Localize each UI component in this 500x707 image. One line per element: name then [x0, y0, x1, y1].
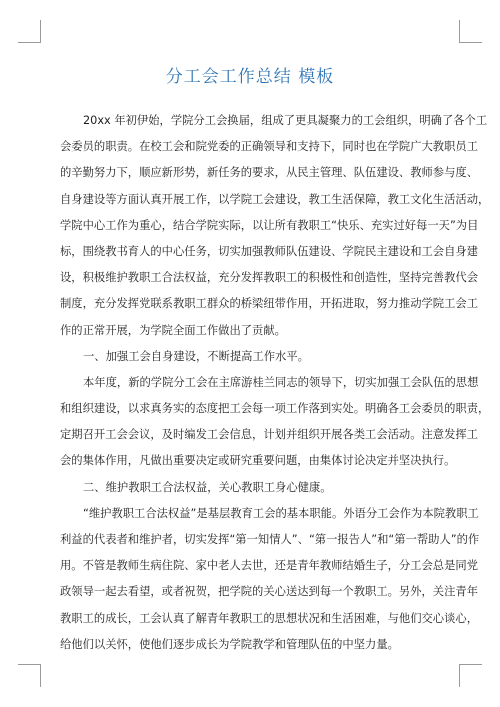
body-line: 给他们以关怀，使他们逐步成长为学院教学和管理队伍的中坚力量。 [60, 637, 399, 651]
body-line: 会的集体作用，凡做出重要决定或研究重要问题，由集体讨论决定并坚决执行。 [60, 454, 456, 468]
section-heading: 一、加强工会自身建设，不断提高工作水平。 [83, 349, 309, 363]
document-title: 分工会工作总结 模板 [165, 67, 335, 87]
section-heading: 二、维护教职工合法权益，关心教职工身心健康。 [83, 480, 332, 494]
crop-mark-top-left [18, 20, 41, 43]
body-line: 定期召开工会会议，及时编发工会信息，计划并组织开展各类工会活动。注意发挥工 [60, 428, 478, 442]
body-line: 用。不管是教师生病住院、家中老人去世，还是青年教师结婚生子，分工会总是同党 [60, 559, 478, 573]
body-line: 的辛勤努力下，顺应新形势，新任务的要求，从民主管理、队伍建设、教师参与度、 [60, 166, 478, 180]
body-line: 政领导一起去看望，或者祝贺，把学院的关心送达到每一个教职工。另外，关注青年 [60, 585, 478, 599]
crop-mark-top-right [459, 20, 482, 43]
crop-mark-bottom-left [18, 664, 41, 687]
body-line: 会委员的职责。在校工会和院党委的正确领导和支持下，同时也在学院广大教职员工 [60, 140, 478, 154]
body-line: 作的正常开展，为学院全面工作做出了贡献。 [60, 323, 286, 337]
body-line: 教职工的成长，工会认真了解青年教职工的思想状况和生活困难，与他们交心谈心， [60, 611, 478, 625]
body-line: 设，积极维护教职工合法权益，充分发挥教职工的积极性和创造性，坚持完善教代会 [60, 271, 478, 285]
body-line: 和组织建设，以求真务实的态度把工会每一项工作落到实处。明确各工会委员的职责， [60, 402, 490, 416]
body-line: 自身建设等方面认真开展工作，以学院工会建设，教工生活保障，教工文化生活活动， [60, 192, 490, 206]
body-line: “维护教职工合法权益”是基层教育工会的基本职能。外语分工会作为本院教职工 [83, 506, 479, 520]
body-line: 制度，充分发挥党联系教职工群众的桥梁纽带作用，开拓进取，努力推动学院工会工 [60, 297, 478, 311]
document-body [60, 108, 490, 658]
body-line: 利益的代表者和维护者，切实发挥“第一知情人”、“第一报告人”和“第一帮助人”的作 [60, 533, 480, 546]
body-line: 20xx 年初伊始，学院分工会换届，组成了更具凝聚力的工会组织，明确了各个工 [83, 114, 488, 127]
body-line: 学院中心工作为重心，结合学院实际，以让所有教职工“快乐、充实过好每一天”为目 [60, 218, 479, 232]
body-line: 标，围绕教书育人的中心任务，切实加强教师队伍建设、学院民主建设和工会自身建 [60, 244, 478, 258]
body-line: 本年度，新的学院分工会在主席游桂兰同志的领导下，切实加强工会队伍的思想 [83, 375, 479, 389]
crop-mark-bottom-right [459, 664, 482, 687]
